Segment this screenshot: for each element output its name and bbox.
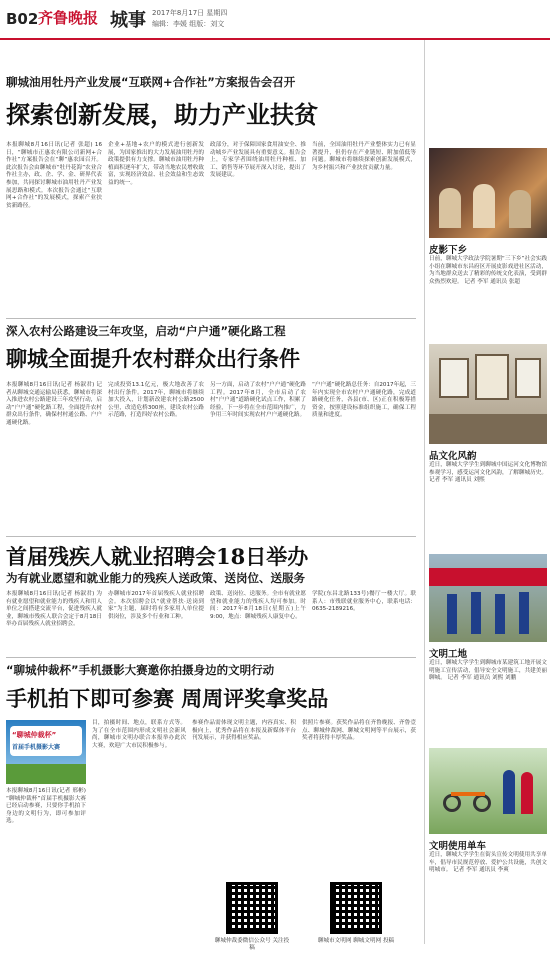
article2-col2: 完成投资13.1亿元，极大地改善了农村出行条件。2017年，聊城市将继续加大投入，计划新改建农村公路2500公里，改造危桥300座，建设农村公路示范路，打造四好农村公路。 <box>108 382 204 419</box>
sidebar-item2-title: 品文化风韵 <box>429 451 477 462</box>
qr-code-left[interactable] <box>226 882 278 934</box>
article1-col2: 企业+基地+农户的模式进行创新发展，为国家推出的大力发展油用牡丹的政策提供有力支撑。聊城市油用牡丹种植面积逐年扩大，带动当地农民增收致富，实现经济效益、社会效益和生态效益的统一。 <box>108 142 204 186</box>
qr-left-caption: 聊城仲裁委微信公众号 关注投稿 <box>214 938 290 951</box>
date-line: 2017年8月17日 星期四 <box>152 9 228 17</box>
sidebar-item1-text: 日前，聊城大学政法学院暑期“三下乡”社会实践小组在聊城市东昌府区开展皮影戏进社区活动，为当地群众送去了精彩的传统文化表演，受到群众热烈欢迎。 记者 李军 通讯员 张超 <box>429 256 547 285</box>
article3-headline: 首届残疾人就业招聘会18日举办 <box>6 544 309 569</box>
article2-col1: 本报聊城8月16日讯(记者 杨淑君) 记者从聊城交通运输局获悉，聊城市将深入推进农村公路建设三年攻坚行动，启动“户户通”硬化路工程，全面提升农村群众出行条件，确保村村通公路、户户通硬化路。 <box>6 382 102 426</box>
poster-subtitle: 首届手机摄影大赛 <box>12 744 61 751</box>
article3-subhead: 为有就业愿望和就业能力的残疾人送政策、送岗位、送服务 <box>6 571 305 585</box>
staff-line: 编辑：李媛 组版：刘文 <box>152 20 225 28</box>
article2-kicker: 深入农村公路建设三年攻坚，启动“户户通”硬化路工程 <box>6 324 286 338</box>
sidebar-item1-title: 皮影下乡 <box>429 245 468 256</box>
article3-col4: 学院(东昌北路133号)餐厅一楼大厅。联系人：市残联就业服务中心，联系电话：0635-2189216。 <box>312 591 416 613</box>
museum-photo <box>429 344 547 444</box>
poster-title: “聊城仲裁杯” <box>12 731 57 739</box>
shared-bike-photo <box>429 748 547 834</box>
shadow-play-photo <box>429 148 547 238</box>
article2-col4: “户户通”硬化路总任务：自2017年起，三年内实现全市农村户户通硬化路，完成道路硬化任务，各县(市、区)正在积极筹措资金，按照建设标准组织施工，确保工程质量和进度。 <box>312 382 416 419</box>
article3-col2: 办聊城市2017年首届残疾人就业招聘会。本次招聘会以“就业帮扶·送岗到家”为主题，届时将有多家用人单位提供岗位，涉及多个行业和工种。 <box>108 591 204 620</box>
sidebar-item4-text: 近日，聊城大学学生在街头宣传文明使用共享单车，倡导市民规范停放、爱护公共设施，共创文明城市。 记者 李军 通讯员 李爽 <box>429 852 547 874</box>
masthead <box>0 0 550 40</box>
article1-col4: 当前，全国油用牡丹产业整体实力已有显著提升，但仍存在产业链短、附加值低等问题。聊城市将继续探索创新发展模式，为乡村振兴和产业扶贫贡献力量。 <box>312 142 416 171</box>
sidebar-item4-title: 文明使用单车 <box>429 841 487 852</box>
article1-kicker: 聊城油用牡丹产业发展“互联网+合作社”方案报告会召开 <box>6 75 296 89</box>
sidebar-item3-text: 近日，聊城大学学生到聊城市某建筑工地开展文明施工宣传活动，倡导安全文明施工，共建美丽聊城。 记者 李军 通讯员 刘熙 刘鹏 <box>429 660 547 682</box>
construction-site-photo <box>429 554 547 642</box>
qr-code-right[interactable] <box>330 882 382 934</box>
qr-right-caption: 聊城市文明网 聊城文明网 投稿 <box>317 938 395 944</box>
article3-col1: 本报聊城8月16日讯(记者 杨淑君) 为有就业愿望和就业能力的残疾人和用人单位之间搭建交流平台，促进残疾人就业，聊城市残疾人联合会定于8月18日举办首届残疾人就业招聘会。 <box>6 591 102 628</box>
divider <box>6 657 416 658</box>
page-number: B02 <box>6 10 39 28</box>
divider <box>6 536 416 537</box>
article4-headline: 手机拍下即可参赛 周周评奖拿奖品 <box>6 686 329 711</box>
divider <box>6 318 416 319</box>
main-content <box>0 40 420 951</box>
article2-col3: 另一方面，启动了农村“户户通”硬化路工程。2017年8月，全市启动了农村“户户通”道路硬化试点工作，积累了经验，下一步将在全市范围内推广，力争用三年时间实现农村户户通硬化路。 <box>210 382 306 419</box>
article3-col3: 政策、送岗位、送服务。全市有就业愿望和就业能力的残疾人均可参加。时间：2017年8月18日(星期五)上午9:00，地点：聊城残疾人康复中心。 <box>210 591 306 620</box>
article4-kicker: “聊城仲裁杯”手机摄影大赛邀你拍摄身边的文明行动 <box>6 663 275 677</box>
section-title: 城事 <box>110 10 146 31</box>
article4-col1: 本报聊城8月16日讯(记者 邢彬) “聊城仲裁杯”首届手机摄影大赛已经启动参赛，只要你手机拍下身边的文明行为，即可参加评选。 <box>6 788 86 825</box>
article1-col1: 本报聊城8月16日讯(记者 张超) 16日，“聊城市正惠农有限公司新网+合作社”方案报告会在“聊”惠农园召开。此次报告会由聊城市“牡丹花海”农业合作社主办，政、企、学、金、研界代表参加，共同探讨聊城市油用牡丹产业发展思路和模式。本次报告会通过“互联网+合作社”的发展模式，探索产业扶贫新路径。 <box>6 142 102 209</box>
article4-col2: 目，拍摄时间、地点，联系方式等。为了在全市范围内形成文明社会新风尚，聊城市文明办联合本报举办此次大赛，欢迎广大市民积极参与。 <box>92 720 186 749</box>
sidebar <box>424 40 550 944</box>
sidebar-item2-text: 近日，聊城大学学生到聊城中国运河文化博物馆参观学习，感受运河文化风韵，了解聊城历史。 记者 李军 通讯员 刘熙 <box>429 462 547 484</box>
article1-col3: 政部分，对于保障国家食用油安全、推动城乡产业发展具有重要意义。报告会上，专家学者围绕油用牡丹种植、加工、销售等环节展开深入讨论，提出了发展建议。 <box>210 142 306 179</box>
article4-col4: 供照片参赛。获奖作品将在齐鲁晚报、齐鲁壹点、聊城仲裁网、聊城文明网等平台展示，获奖者将获得丰厚奖品。 <box>302 720 416 742</box>
contest-poster-image <box>6 720 86 784</box>
article2-headline: 聊城全面提升农村群众出行条件 <box>6 346 300 371</box>
article1-headline: 探索创新发展，助力产业扶贫 <box>6 100 318 129</box>
sidebar-item3-title: 文明工地 <box>429 649 468 660</box>
article4-col3: 参赛作品需体现文明主题，内容真实、积极向上，优秀作品将在本报及新媒体平台刊发展示，并获得相应奖品。 <box>192 720 296 742</box>
newspaper-logo: 齐鲁晚报 <box>38 9 99 27</box>
